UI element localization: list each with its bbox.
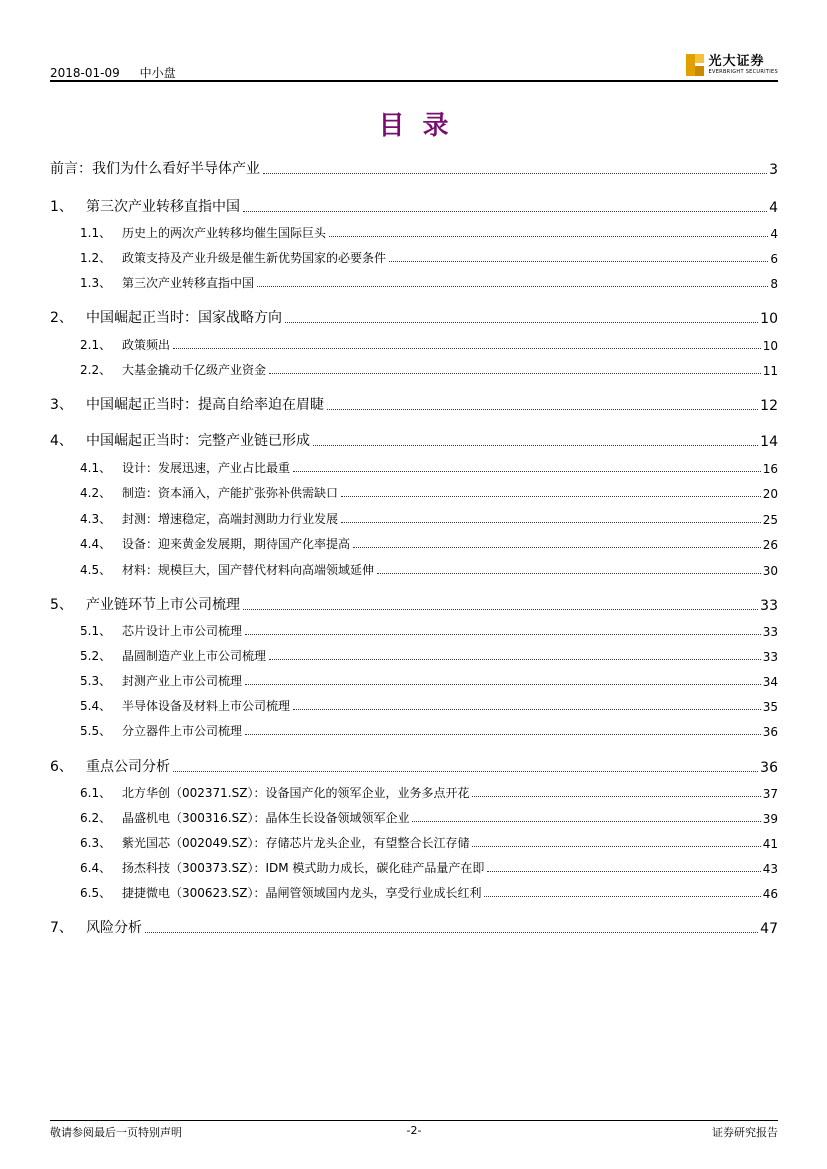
toc-entry-label: 第三次产业转移直指中国 bbox=[122, 276, 255, 290]
page-footer bbox=[50, 1124, 778, 1144]
toc-entry-label: 中国崛起正当时：提高自给率迫在眉睫 bbox=[86, 397, 324, 413]
toc-entry-number: 2、 bbox=[50, 310, 73, 326]
logo-mark-icon bbox=[686, 54, 704, 76]
toc-entry-section[interactable] bbox=[50, 669, 778, 689]
toc-dot-leader bbox=[263, 173, 767, 174]
toc-entry-page: 12 bbox=[760, 398, 778, 414]
footer-report-type: 证券研究报告 bbox=[712, 1126, 778, 1139]
toc-entry-section[interactable] bbox=[50, 246, 778, 266]
toc-dot-leader bbox=[293, 709, 761, 710]
toc-entry-number: 4.4、 bbox=[80, 537, 112, 551]
toc-entry-number: 6.4、 bbox=[80, 861, 112, 875]
toc-entry-number: 5、 bbox=[50, 597, 73, 613]
toc-dot-leader bbox=[341, 496, 761, 497]
toc-entry-section[interactable] bbox=[50, 881, 778, 901]
toc-entry-section[interactable] bbox=[50, 333, 778, 353]
toc-entry-page: 33 bbox=[762, 650, 778, 664]
toc-entry-section[interactable] bbox=[50, 831, 778, 851]
toc-entry-label: 风险分析 bbox=[86, 920, 142, 936]
toc-entry-page: 8 bbox=[770, 277, 778, 291]
toc-dot-leader bbox=[269, 373, 761, 374]
page-header bbox=[50, 50, 778, 80]
toc-entry-label: 政策支持及产业升级是催生新优势国家的必要条件 bbox=[122, 251, 387, 265]
toc-dot-leader bbox=[245, 684, 761, 685]
toc-dot-leader bbox=[145, 932, 758, 933]
toc-entry-page: 4 bbox=[769, 200, 778, 216]
toc-entry-page: 33 bbox=[760, 598, 778, 614]
toc-entry-section[interactable] bbox=[50, 558, 778, 578]
footer-divider bbox=[50, 1120, 778, 1121]
toc-entry-section[interactable] bbox=[50, 221, 778, 241]
toc-dot-leader bbox=[243, 609, 758, 610]
toc-entry-number: 5.1、 bbox=[80, 624, 112, 638]
toc-entry-label: 设备：迎来黄金发展期，期待国产化率提高 bbox=[122, 537, 351, 551]
toc-dot-leader bbox=[412, 821, 760, 822]
toc-dot-leader bbox=[173, 771, 758, 772]
toc-dot-leader bbox=[329, 236, 768, 237]
toc-dot-leader bbox=[269, 659, 761, 660]
toc-entry-label: 北方华创（002371.SZ）：设备国产化的领军企业，业务多点开花 bbox=[122, 786, 470, 800]
toc-entry-number: 4.5、 bbox=[80, 563, 112, 577]
report-category: 中小盘 bbox=[139, 66, 176, 80]
toc-entry-page: 26 bbox=[762, 538, 778, 552]
toc-entry-number: 6、 bbox=[50, 759, 73, 775]
toc-entry-number: 1.3、 bbox=[80, 276, 112, 290]
toc-entry-chapter[interactable] bbox=[50, 430, 778, 450]
toc-entry-chapter[interactable] bbox=[50, 196, 778, 216]
logo-name-cn: 光大证券 bbox=[708, 54, 765, 69]
broker-logo bbox=[686, 50, 778, 80]
toc-entry-page: 6 bbox=[770, 252, 778, 266]
toc-dot-leader bbox=[245, 734, 761, 735]
toc-entry-label: 晶圆制造产业上市公司梳理 bbox=[122, 649, 267, 663]
toc-entry-page: 4 bbox=[770, 227, 778, 241]
toc-entry-label: 重点公司分析 bbox=[86, 759, 170, 775]
toc-entry-number: 6.5、 bbox=[80, 886, 112, 900]
toc-entry-section[interactable] bbox=[50, 644, 778, 664]
toc-entry-label: 政策频出 bbox=[122, 338, 171, 352]
toc-entry-section[interactable] bbox=[50, 507, 778, 527]
toc-entry-section[interactable] bbox=[50, 806, 778, 826]
toc-entry-label: 封测：增速稳定，高端封测助力行业发展 bbox=[122, 512, 339, 526]
toc-entry-section[interactable] bbox=[50, 481, 778, 501]
toc-entry-label: 封测产业上市公司梳理 bbox=[122, 674, 243, 688]
toc-entry-number: 6.2、 bbox=[80, 811, 112, 825]
toc-entry-label: 分立器件上市公司梳理 bbox=[122, 724, 243, 738]
toc-entry-label: 设计：发展迅速，产业占比最重 bbox=[122, 461, 291, 475]
toc-entry-page: 16 bbox=[762, 462, 778, 476]
toc-dot-leader bbox=[245, 634, 761, 635]
toc-dot-leader bbox=[285, 322, 758, 323]
toc-entry-chapter[interactable] bbox=[50, 594, 778, 614]
toc-entry-section[interactable] bbox=[50, 456, 778, 476]
toc-dot-leader bbox=[327, 409, 758, 410]
toc-entry-page: 43 bbox=[762, 862, 778, 876]
toc-entry-number: 6.3、 bbox=[80, 836, 112, 850]
toc-entry-number: 2.1、 bbox=[80, 338, 112, 352]
toc-entry-section[interactable] bbox=[50, 358, 778, 378]
toc-entry-number: 5.3、 bbox=[80, 674, 112, 688]
toc-entry-number: 4、 bbox=[50, 433, 73, 449]
toc-entry-page: 3 bbox=[769, 162, 778, 178]
toc-entry-label: 产业链环节上市公司梳理 bbox=[86, 597, 240, 613]
toc-entry-label: 晶盛机电（300316.SZ）：晶体生长设备领域领军企业 bbox=[122, 811, 410, 825]
toc-entry-number: 5.4、 bbox=[80, 699, 112, 713]
header-info bbox=[50, 64, 192, 81]
toc-entry-page: 36 bbox=[760, 760, 778, 776]
toc-entry-number: 1、 bbox=[50, 199, 73, 215]
toc-entry-page: 30 bbox=[762, 564, 778, 578]
toc-entry-page: 20 bbox=[762, 487, 778, 501]
toc-dot-leader bbox=[173, 348, 761, 349]
toc-dot-leader bbox=[377, 573, 761, 574]
toc-entry-label: 半导体设备及材料上市公司梳理 bbox=[122, 699, 291, 713]
toc-dot-leader bbox=[243, 211, 767, 212]
toc-entry-number: 5.5、 bbox=[80, 724, 112, 738]
footer-disclaimer: 敬请参阅最后一页特别声明 bbox=[50, 1126, 182, 1139]
toc-entry-page: 10 bbox=[762, 339, 778, 353]
toc-entry-label: 芯片设计上市公司梳理 bbox=[122, 624, 243, 638]
toc-entry-chapter[interactable] bbox=[50, 307, 778, 327]
toc-entry-page: 33 bbox=[762, 625, 778, 639]
logo-name-en: EVERBRIGHT SECURITIES bbox=[708, 69, 778, 75]
toc-entry-label: 扬杰科技（300373.SZ）：IDM 模式助力成长，碳化硅产品量产在即 bbox=[122, 861, 485, 875]
report-date: 2018-01-09 bbox=[50, 66, 120, 80]
toc-entry-number: 1.2、 bbox=[80, 251, 112, 265]
toc-entry-number: 2.2、 bbox=[80, 363, 112, 377]
toc-entry-number: 4.2、 bbox=[80, 486, 112, 500]
toc-entry-number: 6.1、 bbox=[80, 786, 112, 800]
toc-entry-number: 3、 bbox=[50, 397, 73, 413]
toc-entry-page: 39 bbox=[762, 812, 778, 826]
page-title: 目录 bbox=[378, 111, 467, 141]
toc-entry-section[interactable] bbox=[50, 694, 778, 714]
toc-entry-page: 41 bbox=[762, 837, 778, 851]
toc-entry-number: 7、 bbox=[50, 920, 73, 936]
toc-entry-label: 制造：资本涌入，产能扩张弥补供需缺口 bbox=[122, 486, 339, 500]
toc-entry-page: 10 bbox=[760, 311, 778, 327]
toc-entry-section[interactable] bbox=[50, 532, 778, 552]
toc-entry-number: 1.1、 bbox=[80, 226, 112, 240]
toc-dot-leader bbox=[484, 896, 760, 897]
toc-entry-section[interactable] bbox=[50, 619, 778, 639]
toc-entry-number: 5.2、 bbox=[80, 649, 112, 663]
toc-entry-page: 46 bbox=[762, 887, 778, 901]
toc-entry-chapter[interactable] bbox=[50, 394, 778, 414]
toc-entry-page: 35 bbox=[762, 700, 778, 714]
toc-entry-chapter[interactable] bbox=[50, 917, 778, 937]
toc-dot-leader bbox=[472, 846, 760, 847]
toc-entry-label: 大基金撬动千亿级产业资金 bbox=[122, 363, 267, 377]
toc-entry-chapter[interactable] bbox=[50, 158, 778, 178]
toc-entry-label: 材料：规模巨大，国产替代材料向高端领域延伸 bbox=[122, 563, 375, 577]
toc-entry-page: 25 bbox=[762, 513, 778, 527]
toc-entry-label: 中国崛起正当时：完整产业链已形成 bbox=[86, 433, 310, 449]
toc-entry-number: 4.3、 bbox=[80, 512, 112, 526]
toc-entry-label: 中国崛起正当时：国家战略方向 bbox=[86, 310, 282, 326]
toc-entry-page: 11 bbox=[762, 364, 778, 378]
toc-entry-label: 紫光国芯（002049.SZ）：存储芯片龙头企业，有望整合长江存储 bbox=[122, 836, 470, 850]
toc-entry-page: 47 bbox=[760, 921, 778, 937]
toc-entry-section[interactable] bbox=[50, 271, 778, 291]
toc-entry-label: 历史上的两次产业转移均催生国际巨头 bbox=[122, 226, 327, 240]
toc-dot-leader bbox=[472, 796, 760, 797]
toc-entry-label: 捷捷微电（300623.SZ）：晶闸管领域国内龙头，享受行业成长红利 bbox=[122, 886, 482, 900]
header-divider bbox=[50, 80, 778, 82]
toc-dot-leader bbox=[257, 286, 768, 287]
toc-dot-leader bbox=[353, 547, 761, 548]
toc-entry-section[interactable] bbox=[50, 719, 778, 739]
toc-entry-page: 14 bbox=[760, 434, 778, 450]
toc-dot-leader bbox=[293, 471, 761, 472]
toc-dot-leader bbox=[313, 445, 758, 446]
toc-entry-label: 第三次产业转移直指中国 bbox=[86, 199, 240, 215]
toc-entry-number: 4.1、 bbox=[80, 461, 112, 475]
toc-entry-section[interactable] bbox=[50, 856, 778, 876]
toc-dot-leader bbox=[487, 871, 760, 872]
toc-entry-page: 34 bbox=[762, 675, 778, 689]
toc-entry-chapter[interactable] bbox=[50, 756, 778, 776]
toc-dot-leader bbox=[341, 522, 761, 523]
toc-entry-section[interactable] bbox=[50, 781, 778, 801]
toc-entry-page: 37 bbox=[762, 787, 778, 801]
toc-dot-leader bbox=[389, 261, 768, 262]
toc-entry-label: 前言：我们为什么看好半导体产业 bbox=[50, 161, 260, 177]
toc-entry-page: 36 bbox=[762, 725, 778, 739]
page-number: -2- bbox=[406, 1124, 422, 1137]
